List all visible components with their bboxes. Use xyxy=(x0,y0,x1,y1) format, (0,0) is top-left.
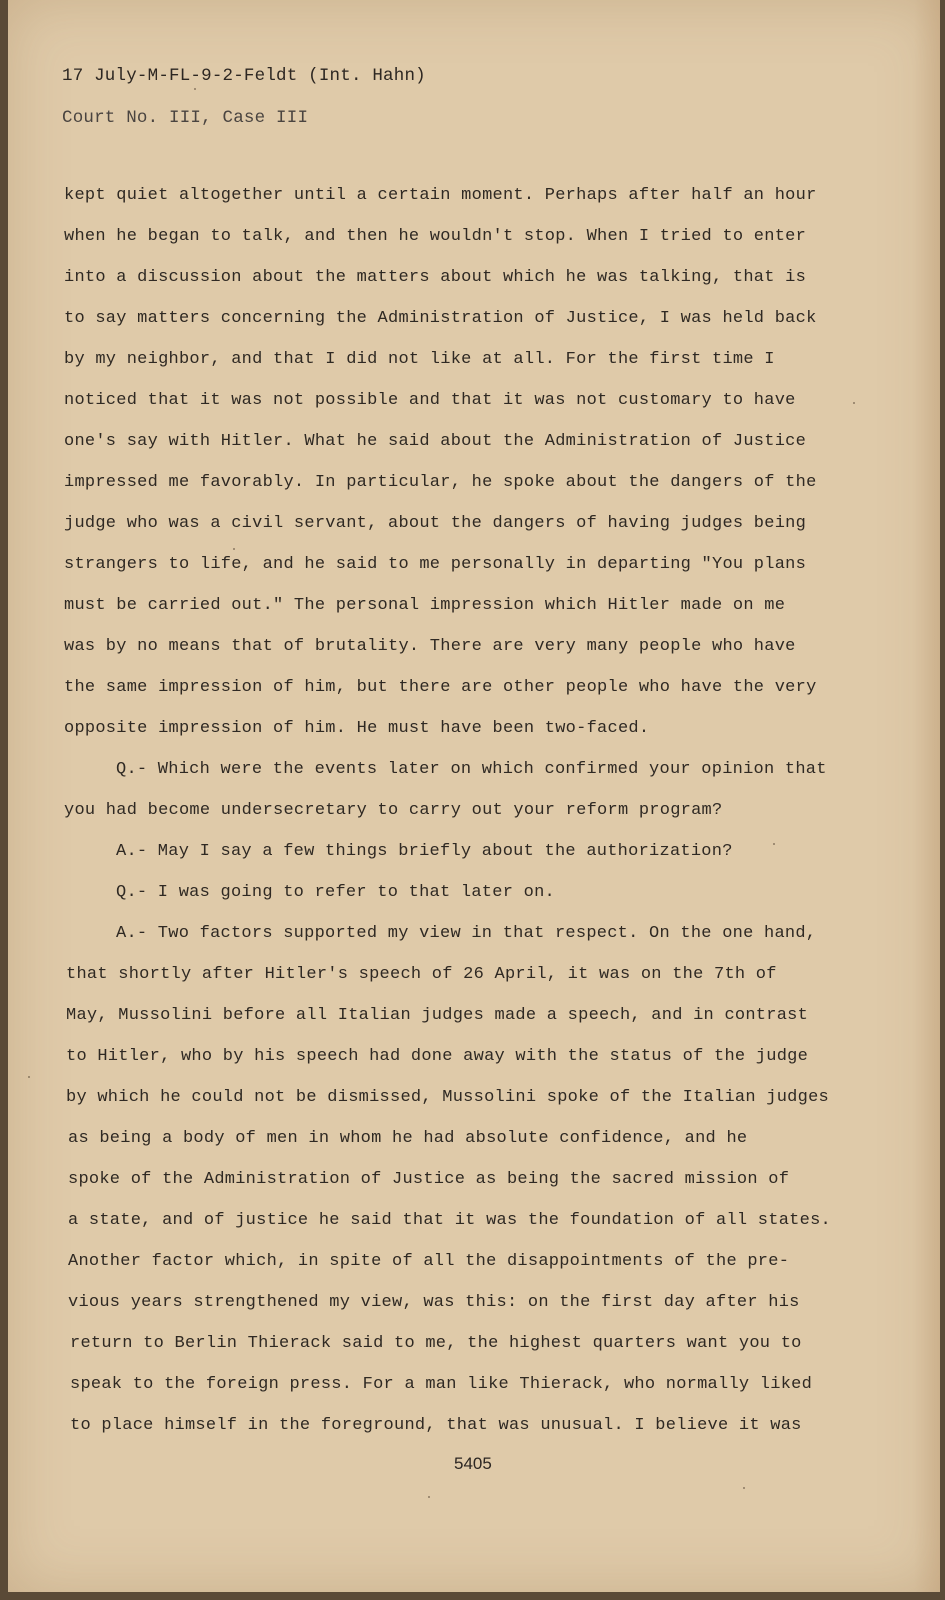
paper-speck xyxy=(194,88,196,90)
body-line: Another factor which, in spite of all the disappointments of the pre- xyxy=(68,1252,790,1271)
body-line: the same impression of him, but there are other people who have the very xyxy=(64,678,817,697)
body-line: must be carried out." The personal impression which Hitler made on me xyxy=(64,596,786,615)
question-line: Q.- I was going to refer to that later on. xyxy=(116,883,555,902)
body-line: one's say with Hitler. What he said about the Administration of Justice xyxy=(64,432,807,451)
body-line: when he began to talk, and then he wouldn't stop. When I tried to enter xyxy=(64,227,807,246)
body-line: opposite impression of him. He must have been two-faced. xyxy=(64,719,650,738)
body-line: impressed me favorably. In particular, he spoke about the dangers of the xyxy=(64,473,817,492)
body-line: that shortly after Hitler's speech of 26 April, it was on the 7th of xyxy=(66,965,777,984)
body-line: as being a body of men in whom he had absolute confidence, and he xyxy=(68,1129,748,1148)
page-number: 5405 xyxy=(454,1454,492,1473)
body-line: by my neighbor, and that I did not like at all. For the first time I xyxy=(64,350,775,369)
paper-speck xyxy=(28,1076,30,1078)
body-line: you had become undersecretary to carry out your reform program? xyxy=(64,801,723,820)
paper-speck xyxy=(853,402,855,404)
paper-speck xyxy=(773,843,775,845)
body-line: judge who was a civil servant, about the dangers of having judges being xyxy=(64,514,807,533)
body-line: to say matters concerning the Administration of Justice, I was held back xyxy=(64,309,817,328)
body-line: kept quiet altogether until a certain moment. Perhaps after half an hour xyxy=(64,186,817,205)
body-line: May, Mussolini before all Italian judges made a speech, and in contrast xyxy=(66,1006,809,1025)
body-line: spoke of the Administration of Justice as being the sacred mission of xyxy=(68,1170,790,1189)
body-line: to place himself in the foreground, that was unusual. I believe it was xyxy=(70,1416,802,1435)
paper-speck xyxy=(233,548,235,550)
body-line: vious years strengthened my view, was this: on the first day after his xyxy=(68,1293,800,1312)
body-line: into a discussion about the matters about which he was talking, that is xyxy=(64,268,807,287)
answer-line: A.- Two factors supported my view in that respect. On the one hand, xyxy=(116,924,817,943)
body-line: noticed that it was not possible and that it was not customary to have xyxy=(64,391,796,410)
answer-line: A.- May I say a few things briefly about the authorization? xyxy=(116,842,733,861)
header-court-line: Court No. III, Case III xyxy=(62,108,309,128)
body-line: to Hitler, who by his speech had done away with the status of the judge xyxy=(66,1047,809,1066)
question-line: Q.- Which were the events later on which confirmed your opinion that xyxy=(116,760,827,779)
body-line: a state, and of justice he said that it was the foundation of all states. xyxy=(68,1211,831,1230)
body-line: was by no means that of brutality. There are very many people who have xyxy=(64,637,796,656)
paper-speck xyxy=(428,1496,430,1498)
body-line: speak to the foreign press. For a man like Thierack, who normally liked xyxy=(70,1375,813,1394)
paper-speck xyxy=(743,1487,745,1489)
body-line: by which he could not be dismissed, Mussolini spoke of the Italian judges xyxy=(66,1088,829,1107)
body-line: strangers to life, and he said to me personally in departing "You plans xyxy=(64,555,807,574)
header-session-line: 17 July-M-FL-9-2-Feldt (Int. Hahn) xyxy=(62,66,426,86)
body-line: return to Berlin Thierack said to me, the highest quarters want you to xyxy=(70,1334,802,1353)
document-page xyxy=(8,0,940,1592)
